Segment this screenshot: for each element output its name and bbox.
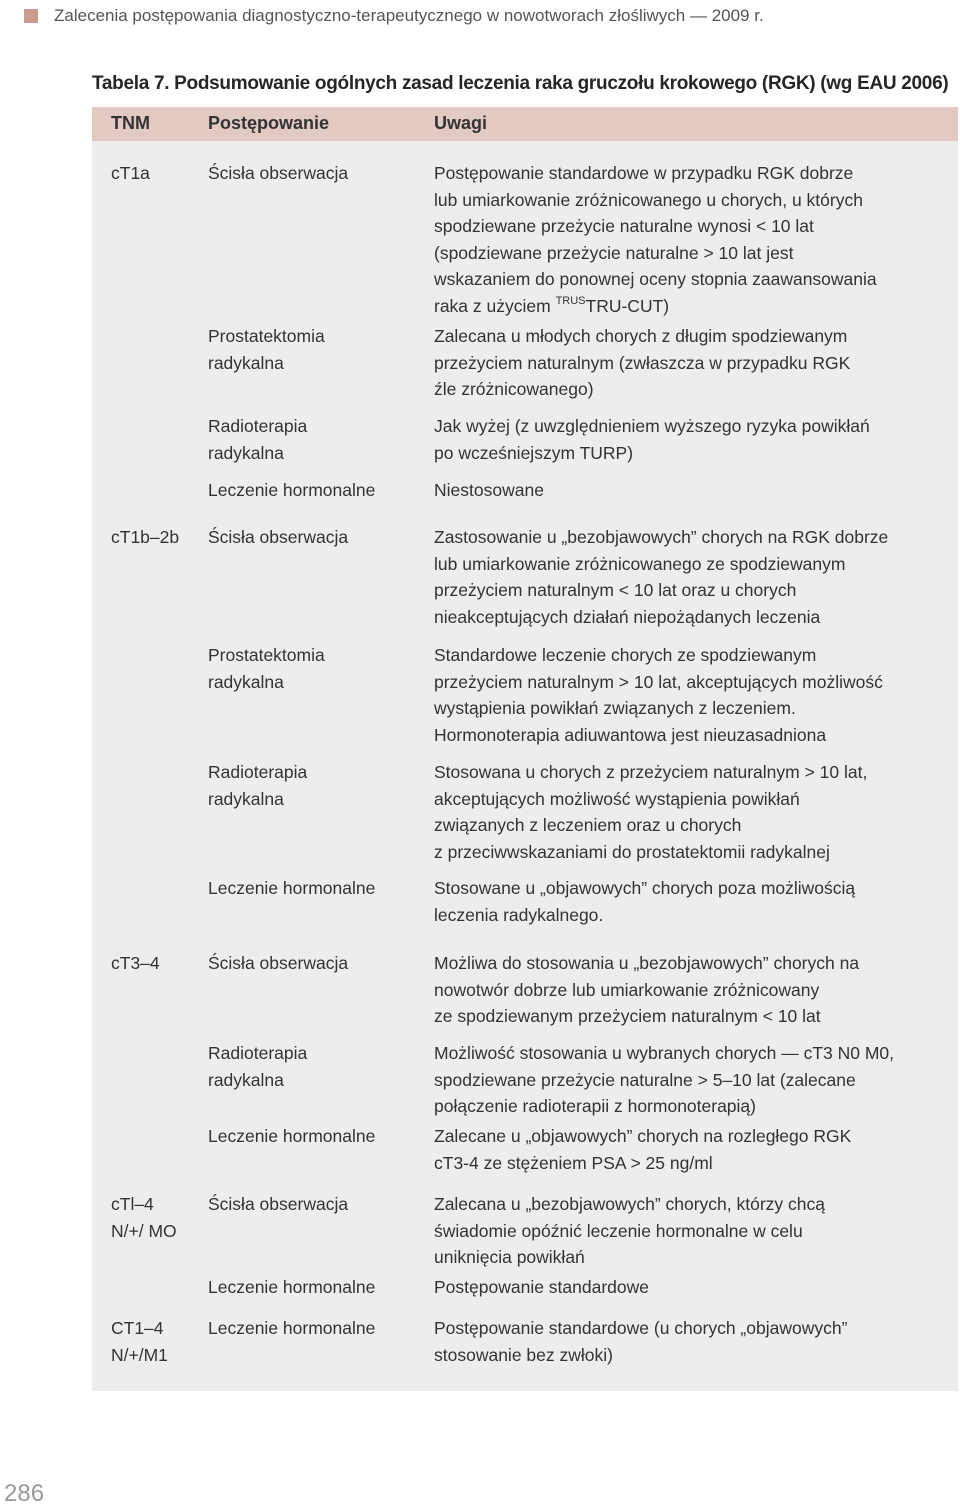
procedure-cell: Prostatektomia radykalna (208, 326, 325, 373)
notes-cell: Postępowanie standardowe (u chorych „objawowych” stosowanie bez zwłoki) (434, 1318, 848, 1365)
table-header (92, 107, 958, 141)
running-header-text: Zalecenia postępowania diagnostyczno-terapeutycznego w nowotworach złośliwych — 2009 r. (54, 6, 764, 25)
notes-cell: Możliwość stosowania u wybranych chorych — cT3 N0 M0, spodziewane przeżycie naturalne > 5–10 lat (zalecane połączenie radioterapii z hormonoterapią) (434, 1043, 895, 1116)
procedure-cell: Ścisła obserwacja (208, 1194, 349, 1214)
notes-cell: Zalecana u „bezobjawowych” chorych, którzy chcą świadomie opóźnić leczenie hormonalne w celu uniknięcia powikłań (434, 1194, 826, 1267)
notes-cell: Jak wyżej (z uwzględnieniem wyższego ryzyka powikłań po wcześniejszym TURP) (434, 416, 870, 463)
notes-text: Postępowanie standardowe w przypadku RGK dobrze lub umiarkowanie zróżnicowanego u chorych, u których spodziewane przeżycie naturalne wynosi < 10 lat (spodziewane przeżycie naturalne > 10 lat jest wskazaniem do ponownej oceny stopnia zaawansowania raka z użyciem (434, 163, 877, 316)
notes-cell: Stosowana u chorych z przeżyciem naturalnym > 10 lat, akceptujących możliwość wystąpienia powikłań związanych z leczeniem oraz u chorych z przeciwwskazaniami do prostatektomii radykalnej (434, 762, 868, 862)
procedure-cell: Leczenie hormonalne (208, 480, 376, 500)
notes-cell: Stosowane u „objawowych” chorych poza możliwością leczenia radykalnego. (434, 878, 856, 925)
procedure-cell: Ścisła obserwacja (208, 163, 349, 183)
procedure-cell: Radioterapia radykalna (208, 762, 308, 809)
procedure-cell: Leczenie hormonalne (208, 1126, 376, 1146)
procedure-cell: Radioterapia radykalna (208, 1043, 308, 1090)
treatment-table (92, 107, 958, 1391)
notes-cell: Zalecana u młodych chorych z długim spodziewanym przeżyciem naturalnym (zwłaszcza w przypadku RGK źle zróżnicowanego) (434, 326, 851, 399)
procedure-cell: Ścisła obserwacja (208, 527, 349, 547)
procedure-cell: Leczenie hormonalne (208, 1318, 376, 1338)
notes-cell: Zalecane u „objawowych” chorych na rozległego RGK cT3-4 ze stężeniem PSA > 25 ng/ml (434, 1126, 852, 1173)
page-number: 286 (4, 1480, 45, 1507)
running-header (24, 4, 764, 28)
tnm-cell: cTl–4 N/+/ MO (111, 1194, 177, 1241)
column-header-tnm: TNM (111, 113, 150, 133)
column-header-procedure: Postępowanie (208, 113, 330, 133)
section-marker-icon (24, 9, 38, 23)
procedure-cell: Leczenie hormonalne (208, 878, 376, 898)
procedure-cell: Prostatektomia radykalna (208, 645, 325, 692)
tnm-cell: CT1–4 N/+/M1 (111, 1318, 168, 1365)
notes-cell (434, 160, 954, 319)
notes-cell: Możliwa do stosowania u „bezobjawowych” chorych na nowotwór dobrze lub umiarkowanie zróżnicowany ze spodziewanym przeżyciem naturalnym < 10 lat (434, 953, 860, 1026)
notes-cell: Postępowanie standardowe (434, 1277, 650, 1297)
procedure-cell: Radioterapia radykalna (208, 416, 308, 463)
notes-superscript: TRUS (555, 294, 586, 307)
notes-cell: Niestosowane (434, 480, 544, 500)
notes-cell: Zastosowanie u „bezobjawowych” chorych na RGK dobrze lub umiarkowanie zróżnicowanego ze spodziewanym przeżyciem naturalnym < 10 lat oraz u chorych nieakceptujących działań niepożądanych leczenia (434, 527, 889, 627)
procedure-cell: Leczenie hormonalne (208, 1277, 376, 1297)
tnm-cell: cT1b–2b (111, 527, 180, 547)
notes-text-end: TRU-CUT) (585, 295, 670, 316)
procedure-cell: Ścisła obserwacja (208, 953, 349, 973)
table-caption: Tabela 7. Podsumowanie ogólnych zasad leczenia raka gruczołu krokowego (RGK) (wg EAU 2006) (92, 73, 949, 94)
column-header-notes: Uwagi (434, 113, 488, 133)
notes-cell: Standardowe leczenie chorych ze spodziewanym przeżyciem naturalnym > 10 lat, akceptujących możliwość wystąpienia powikłań związanych z leczeniem. Hormonoterapia adiuwantowa jest nieuzasadniona (434, 645, 883, 745)
tnm-cell: cT3–4 (111, 953, 160, 973)
tnm-cell: cT1a (111, 163, 150, 183)
